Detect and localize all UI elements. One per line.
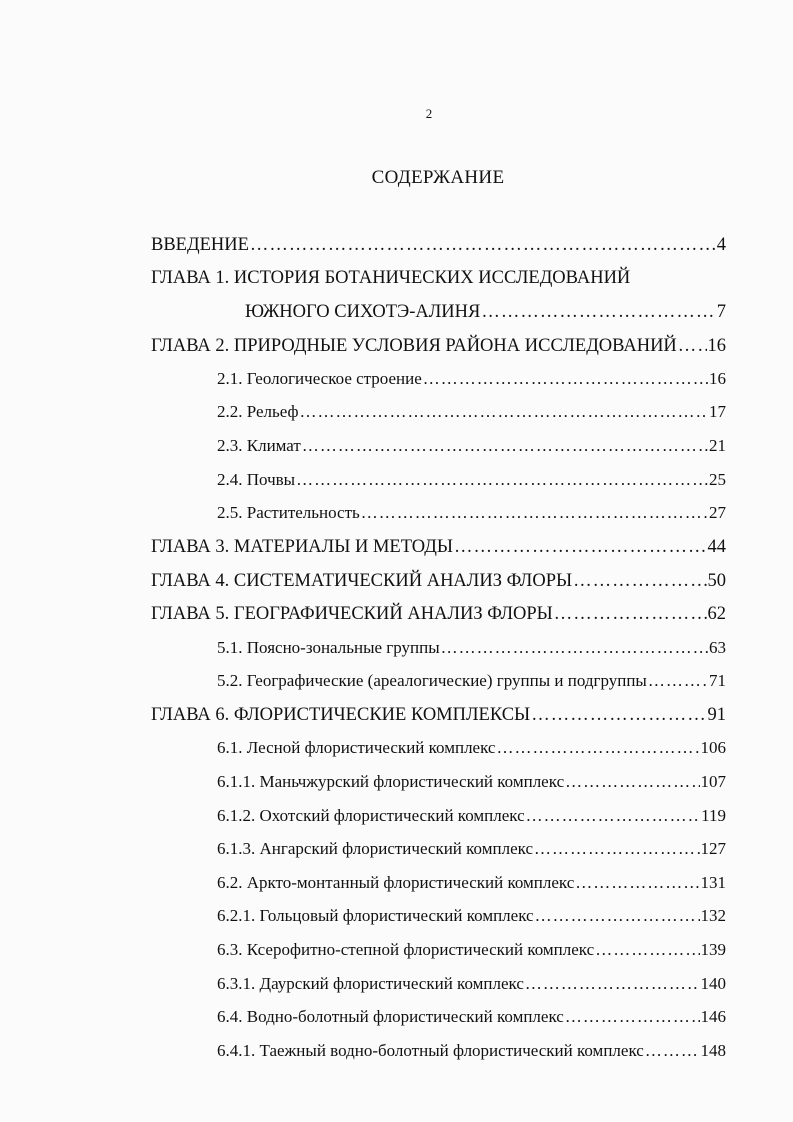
- toc-entry-section-5-2[interactable]: [217, 664, 726, 698]
- toc-entry-title: 2.1. Геологическое строение: [217, 369, 422, 388]
- toc-entry-title: ГЛАВА 6. ФЛОРИСТИЧЕСКИЕ КОМПЛЕКСЫ: [151, 705, 531, 725]
- toc-entry-title: 5.2. Географические (ареалогические) группы и подгруппы: [217, 671, 647, 690]
- toc-entry-title: 2.5. Растительность: [217, 503, 360, 522]
- toc-entry-page: 146: [700, 1007, 726, 1026]
- toc-entry-page: 44: [707, 537, 726, 557]
- toc-entry-leader: [441, 631, 708, 665]
- toc-entry-title: ГЛАВА 1. ИСТОРИЯ БОТАНИЧЕСКИХ ИССЛЕДОВАНИЙ: [151, 268, 631, 288]
- toc-entry-section-2-5[interactable]: [217, 496, 726, 530]
- toc-entry-page: 71: [709, 671, 726, 690]
- page-title: СОДЕРЖАНИЕ: [371, 167, 505, 188]
- toc-entry-title: ГЛАВА 2. ПРИРОДНЫЕ УСЛОВИЯ РАЙОНА ИССЛЕДОВАНИЙ: [151, 336, 677, 356]
- toc-entry-leader: [534, 832, 700, 866]
- toc-entry-leader: [525, 967, 700, 1001]
- toc-entry-title: ЮЖНОГО СИХОТЭ-АЛИНЯ: [245, 302, 481, 322]
- toc-entry-section-6-1-3[interactable]: [217, 832, 726, 866]
- toc-entry-chapter-1[interactable]: [151, 261, 726, 295]
- toc-entry-chapter-4[interactable]: [151, 564, 726, 598]
- toc-entry-page: 17: [709, 402, 726, 421]
- toc-entry-leader: [296, 463, 708, 497]
- toc-entry-title: ГЛАВА 4. СИСТЕМАТИЧЕСКИЙ АНАЛИЗ ФЛОРЫ: [151, 571, 573, 591]
- toc-entry-page: 119: [701, 806, 726, 825]
- toc-entry-title: 6.1. Лесной флористический комплекс: [217, 738, 496, 757]
- toc-entry-leader: [648, 664, 708, 698]
- toc-entry-title: 6.4. Водно-болотный флористический комплекс: [217, 1007, 564, 1026]
- toc-entry-section-2-2[interactable]: [217, 395, 726, 429]
- toc-entry-chapter-2[interactable]: [151, 329, 726, 363]
- page-number: 2: [425, 106, 433, 121]
- toc-entry-page: 16: [709, 369, 726, 388]
- toc-entry-section-6-4-1[interactable]: [217, 1034, 726, 1068]
- toc-entry-leader: [535, 899, 700, 933]
- toc-entry-page: 27: [709, 503, 726, 522]
- toc-entry-leader: [496, 731, 699, 765]
- toc-entry-leader: [250, 228, 716, 262]
- toc-entry-leader: [454, 530, 707, 564]
- toc-entry-page: 106: [700, 738, 726, 757]
- toc-entry-title: 6.1.2. Охотский флористический комплекс: [217, 806, 525, 825]
- toc-entry-leader: [300, 395, 708, 429]
- toc-entry-section-6-3-1[interactable]: [217, 967, 726, 1001]
- toc-entry-title: 6.1.1. Маньчжурский флористический комплекс: [217, 772, 565, 791]
- toc-entry-page: 131: [700, 873, 726, 892]
- toc-entry-title: 6.4.1. Таежный водно-болотный флористический комплекс: [217, 1041, 644, 1060]
- toc-entry-section-5-1[interactable]: [217, 631, 726, 665]
- toc-entry-page: 91: [707, 705, 726, 725]
- toc-entry-section-6-3[interactable]: [217, 933, 726, 967]
- toc-entry-leader: [531, 698, 706, 732]
- toc-entry-chapter-5[interactable]: [151, 597, 726, 631]
- toc-entry-section-6-1[interactable]: [217, 731, 726, 765]
- toc-entry-leader: [573, 564, 706, 598]
- toc-entry-leader: [481, 295, 715, 329]
- toc-entry-section-6-2[interactable]: [217, 866, 726, 900]
- toc-entry-title: 2.3. Климат: [217, 436, 301, 455]
- toc-entry-leader: [565, 1000, 700, 1034]
- toc-entry-title: ГЛАВА 5. ГЕОГРАФИЧЕСКИЙ АНАЛИЗ ФЛОРЫ: [151, 604, 553, 624]
- toc-entry-section-6-1-2[interactable]: [217, 799, 726, 833]
- toc-entry-title: 2.4. Почвы: [217, 470, 296, 489]
- toc-entry-section-2-4[interactable]: [217, 463, 726, 497]
- toc-entry-leader: [361, 496, 708, 530]
- toc-entry-section-2-3[interactable]: [217, 429, 726, 463]
- toc-entry-title: 6.3.1. Даурский флористический комплекс: [217, 974, 524, 993]
- toc-entry-page: 50: [707, 571, 726, 591]
- toc-entry-section-2-1[interactable]: [217, 362, 726, 396]
- toc-entry-title: 6.2.1. Гольцовый флористический комплекс: [217, 906, 534, 925]
- toc-entry-page: 25: [709, 470, 726, 489]
- toc-entry-leader: [678, 329, 707, 363]
- toc-entry-chapter-1-continued[interactable]: [245, 295, 726, 329]
- toc-entry-leader: [575, 866, 699, 900]
- toc-entry-leader: [565, 765, 699, 799]
- toc-entry-page: 21: [709, 436, 726, 455]
- toc-entry-page: 140: [700, 974, 726, 993]
- toc-entry-leader: [302, 429, 708, 463]
- toc-entry-leader: [554, 597, 707, 631]
- toc-entry-page: 7: [716, 302, 726, 322]
- toc-entry-leader: [526, 799, 700, 833]
- toc-entry-page: 139: [700, 940, 726, 959]
- toc-entry-title: 2.2. Рельеф: [217, 402, 299, 421]
- toc-entry-leader: [423, 362, 708, 396]
- toc-entry-page: 62: [707, 604, 726, 624]
- toc-entry-section-6-2-1[interactable]: [217, 899, 726, 933]
- toc-entry-page: 107: [700, 772, 726, 791]
- toc-entry-title: 6.2. Аркто-монтанный флористический комплекс: [217, 873, 575, 892]
- toc-entry-title: ВВЕДЕНИЕ: [151, 235, 249, 255]
- toc-entry-chapter-3[interactable]: [151, 530, 726, 564]
- toc-entry-page: 63: [709, 638, 726, 657]
- toc-entry-title: 6.3. Ксерофитно-степной флористический комплекс: [217, 940, 595, 959]
- toc-entry-title: 6.1.3. Ангарский флористический комплекс: [217, 839, 533, 858]
- toc-entry-title: 5.1. Поясно-зональные группы: [217, 638, 440, 657]
- toc-entry-section-6-4[interactable]: [217, 1000, 726, 1034]
- toc-entry-section-6-1-1[interactable]: [217, 765, 726, 799]
- toc-entry-introduction[interactable]: [151, 228, 726, 262]
- toc-entry-page: 4: [716, 235, 726, 255]
- toc-entry-leader: [595, 933, 699, 967]
- toc-entry-page: 16: [707, 336, 726, 356]
- toc-entry-title: ГЛАВА 3. МАТЕРИАЛЫ И МЕТОДЫ: [151, 537, 453, 557]
- toc-entry-chapter-6[interactable]: [151, 698, 726, 732]
- toc-entry-page: 148: [700, 1041, 726, 1060]
- toc-entry-page: 127: [700, 839, 726, 858]
- toc-entry-leader: [645, 1034, 700, 1068]
- toc-entry-page: 132: [700, 906, 726, 925]
